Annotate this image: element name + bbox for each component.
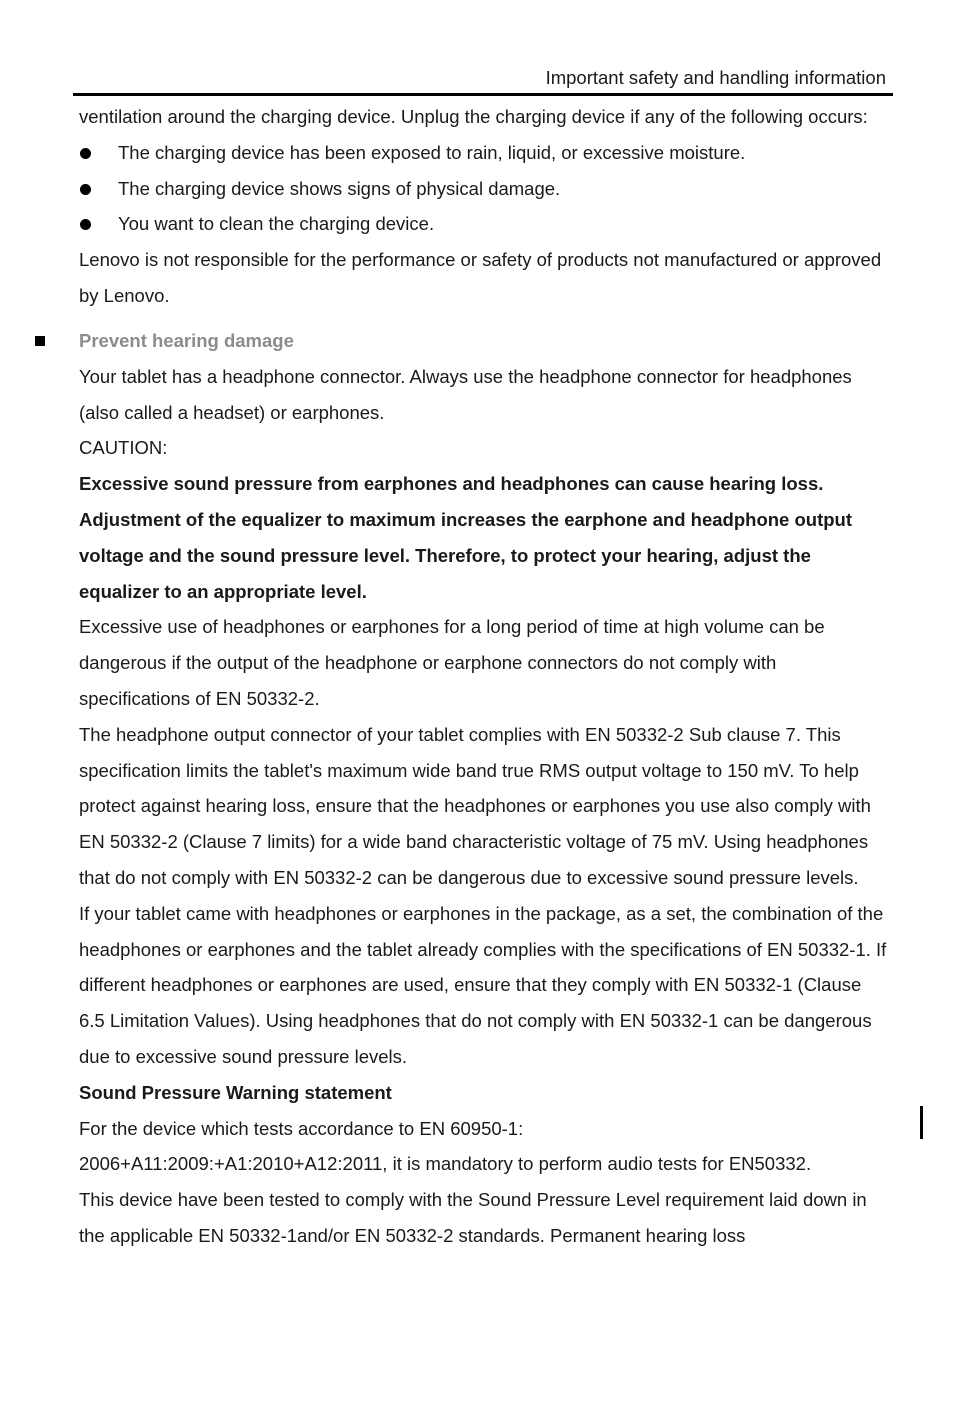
page-header: Important safety and handling information (545, 67, 886, 88)
change-bar (920, 1106, 923, 1139)
list-item (79, 135, 891, 171)
package-paragraph: If your tablet came with headphones or earphones in the package, as a set, the combination of the headphones or earphones and the tablet already complies with the specifications of EN 50332-1. If different headphones or earphones are used, ensure that they comply with EN 50332-1 (Clause 6.5 Limitation Values). Using headphones that do not comply with EN 50332-1 can be dangerous due to excessive sound pressure levels. (79, 902, 887, 1067)
lenovo-disclaimer: Lenovo is not responsible for the performance or safety of products not manufactured or approved by Lenovo. (79, 249, 882, 306)
tested-paragraph: This device have been tested to comply with the Sound Pressure Level requirement laid down in the applicable EN 50332-1and/or EN 50332-2 standards. Permanent hearing loss (79, 1189, 867, 1246)
headphone-paragraph: Your tablet has a headphone connector. Always use the headphone connector for headphones (also called a headset) or earphones. (79, 365, 852, 423)
bullet-icon (80, 219, 91, 230)
list-item-text: You want to clean the charging device. (118, 213, 435, 235)
header-divider (73, 93, 893, 96)
document-body (79, 99, 891, 1254)
tests-line-1: For the device which tests accordance to EN 60950-1: (79, 1117, 524, 1139)
list-item (79, 206, 891, 242)
caution-label: CAUTION: (79, 437, 168, 459)
list-item-text: The charging device has been exposed to rain, liquid, or excessive moisture. (118, 141, 746, 163)
excessive-use-paragraph: Excessive use of headphones or earphones for a long period of time at high volume can be dangerous if the output of the headphone or earphone connectors do not comply with specifications of EN 50332-2. (79, 616, 825, 709)
warning-title: Sound Pressure Warning statement (79, 1081, 392, 1103)
list-item (79, 171, 891, 207)
output-connector-paragraph: The headphone output connector of your tablet complies with EN 50332-2 Sub clause 7. This specification limits the tablet's maximum wide band true RMS output voltage to 150 mV. To help protect against hearing loss, ensure that the headphones or earphones you use also comply with EN 50332-2 (Clause 7 limits) for a wide band characteristic voltage of 75 mV. Using headphones that do not comply with EN 50332-2 can be dangerous due to excessive sound pressure levels. (79, 723, 871, 888)
tests-line-2: 2006+A11:2009:+A1:2010+A12:2011, it is mandatory to perform audio tests for EN50332. (79, 1153, 812, 1175)
bullet-icon (80, 184, 91, 195)
intro-paragraph: ventilation around the charging device. Unplug the charging device if any of the following occurs: (79, 106, 868, 127)
section-heading (79, 323, 891, 359)
bullet-icon (80, 148, 91, 159)
square-bullet-icon (35, 336, 45, 346)
list-item-text: The charging device shows signs of physical damage. (118, 177, 561, 199)
section-title: Prevent hearing damage (79, 329, 294, 351)
caution-text: Excessive sound pressure from earphones and headphones can cause hearing loss. Adjustment of the equalizer to maximum increases the earphone and headphone output voltage and the sound pressure level. Therefore, to protect your hearing, adjust the equalizer to an appropriate level. (79, 473, 852, 602)
